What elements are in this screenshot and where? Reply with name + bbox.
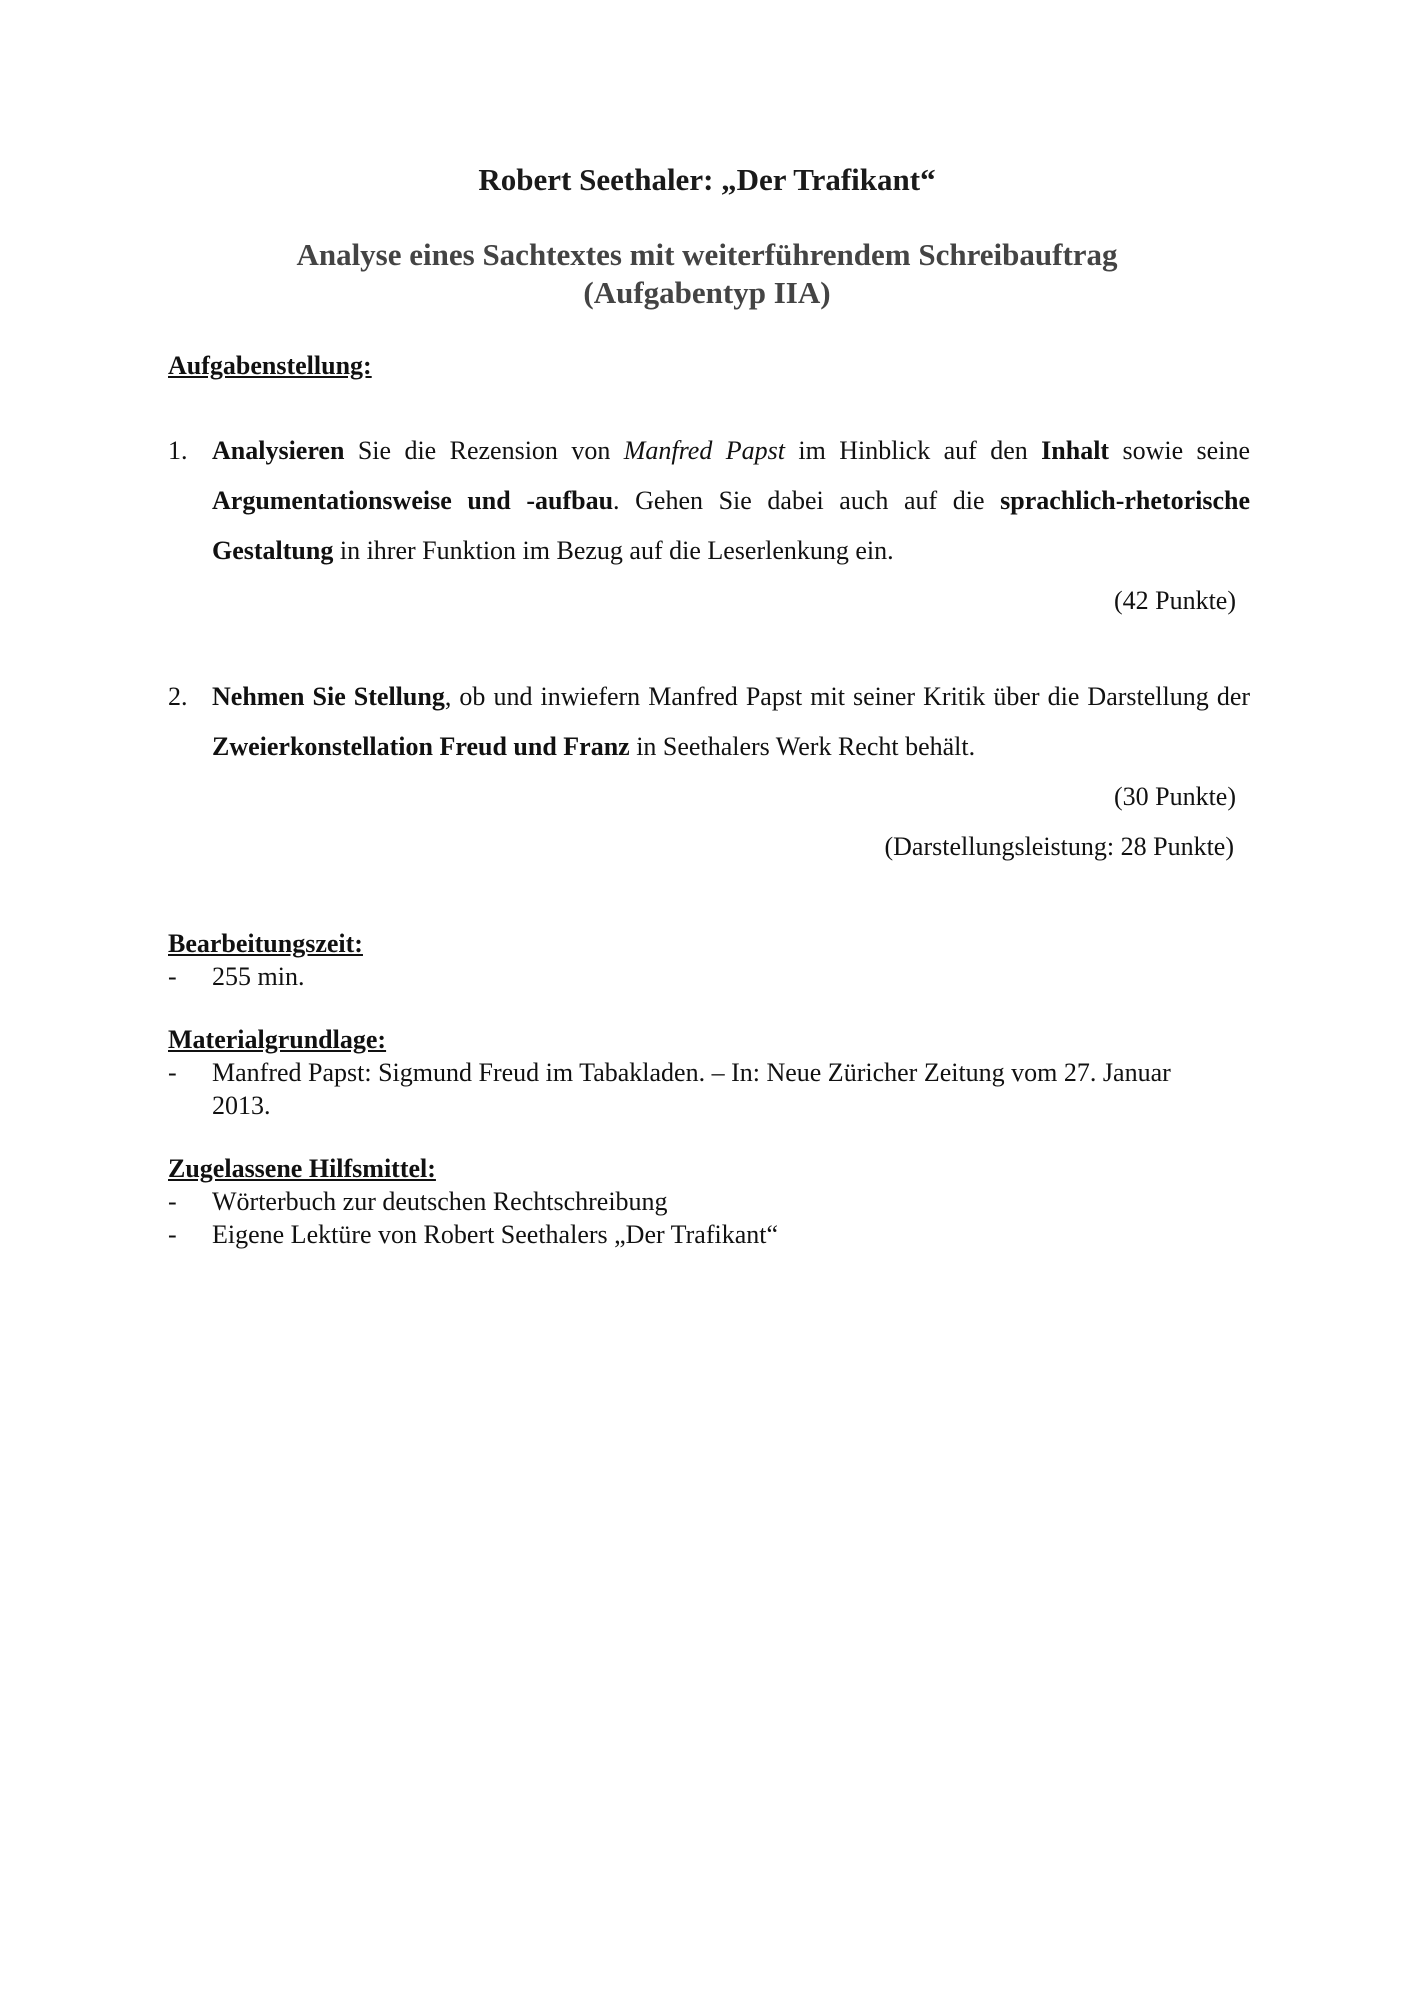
material-heading: Materialgrundlage: bbox=[168, 1025, 387, 1054]
task-2-text-part: in Seethalers Werk Recht behält. bbox=[629, 732, 976, 761]
task-2-keyword-position: Nehmen Sie Stellung bbox=[212, 682, 445, 711]
task-1-text-part: in ihrer Funktion im Bezug auf die Leserlenkung ein. bbox=[333, 536, 894, 565]
list-dash: - bbox=[168, 1220, 177, 1249]
task-1-keyword-argumentation: Argumentationsweise und -aufbau bbox=[212, 486, 614, 515]
list-dash: - bbox=[168, 1058, 177, 1087]
document-subtitle bbox=[0, 236, 1414, 312]
task-1 bbox=[168, 426, 1250, 626]
time-heading: Bearbeitungszeit: bbox=[168, 929, 363, 958]
task-1-text bbox=[212, 426, 1250, 576]
material-list bbox=[168, 1056, 1228, 1122]
task-1-points: (42 Punkte) bbox=[1113, 586, 1236, 615]
task-1-author-name: Manfred Papst bbox=[623, 436, 785, 465]
time-list bbox=[168, 960, 1268, 993]
task-1-text-part: im Hinblick auf den bbox=[784, 436, 1042, 465]
list-item bbox=[168, 1218, 1268, 1251]
list-dash: - bbox=[168, 962, 177, 991]
task-1-keyword-content: Inhalt bbox=[1041, 436, 1110, 465]
aid-book: Eigene Lektüre von Robert Seethalers „Der Trafikant“ bbox=[212, 1220, 779, 1249]
task-1-text-part: Sie die Rezension von bbox=[344, 436, 624, 465]
task-1-number: 1. bbox=[168, 436, 188, 465]
task-1-text-part: sowie seine bbox=[1109, 436, 1250, 465]
time-value: 255 min. bbox=[212, 962, 305, 991]
task-1-text-part: . Gehen Sie dabei auch auf die bbox=[613, 486, 1001, 515]
aids-list bbox=[168, 1185, 1268, 1251]
material-source: Manfred Papst: Sigmund Freud im Tabakladen. – In: Neue Züricher Zeitung vom 27. Januar 2013. bbox=[212, 1058, 1171, 1120]
aid-dictionary: Wörterbuch zur deutschen Rechtschreibung bbox=[212, 1187, 668, 1216]
task-1-keyword-analyze: Analysieren bbox=[212, 436, 345, 465]
task-heading: Aufgabenstellung: bbox=[168, 351, 372, 380]
list-item bbox=[168, 1185, 1268, 1218]
list-item bbox=[168, 960, 1268, 993]
aids-heading: Zugelassene Hilfsmittel: bbox=[168, 1154, 436, 1183]
list-item bbox=[168, 1056, 1228, 1122]
task-1-keyword-rhetoric: sprachlich-rhetorische Gestaltung bbox=[212, 486, 1250, 565]
task-2 bbox=[168, 672, 1250, 872]
subtitle-line-1: Analyse eines Sachtextes mit weiterführendem Schreibauftrag bbox=[296, 237, 1118, 272]
task-2-keyword-constellation: Zweierkonstellation Freud und Franz bbox=[212, 732, 630, 761]
document-title: Robert Seethaler: „Der Trafikant“ bbox=[478, 162, 936, 197]
presentation-points: (Darstellungsleistung: 28 Punkte) bbox=[884, 832, 1234, 861]
task-2-number: 2. bbox=[168, 682, 188, 711]
task-2-text bbox=[212, 672, 1250, 772]
subtitle-line-2: (Aufgabentyp IIA) bbox=[583, 275, 831, 310]
task-2-points: (30 Punkte) bbox=[1113, 782, 1236, 811]
list-dash: - bbox=[168, 1187, 177, 1216]
task-2-text-part: , ob und inwiefern Manfred Papst mit seiner Kritik über die Darstellung der bbox=[444, 682, 1251, 711]
